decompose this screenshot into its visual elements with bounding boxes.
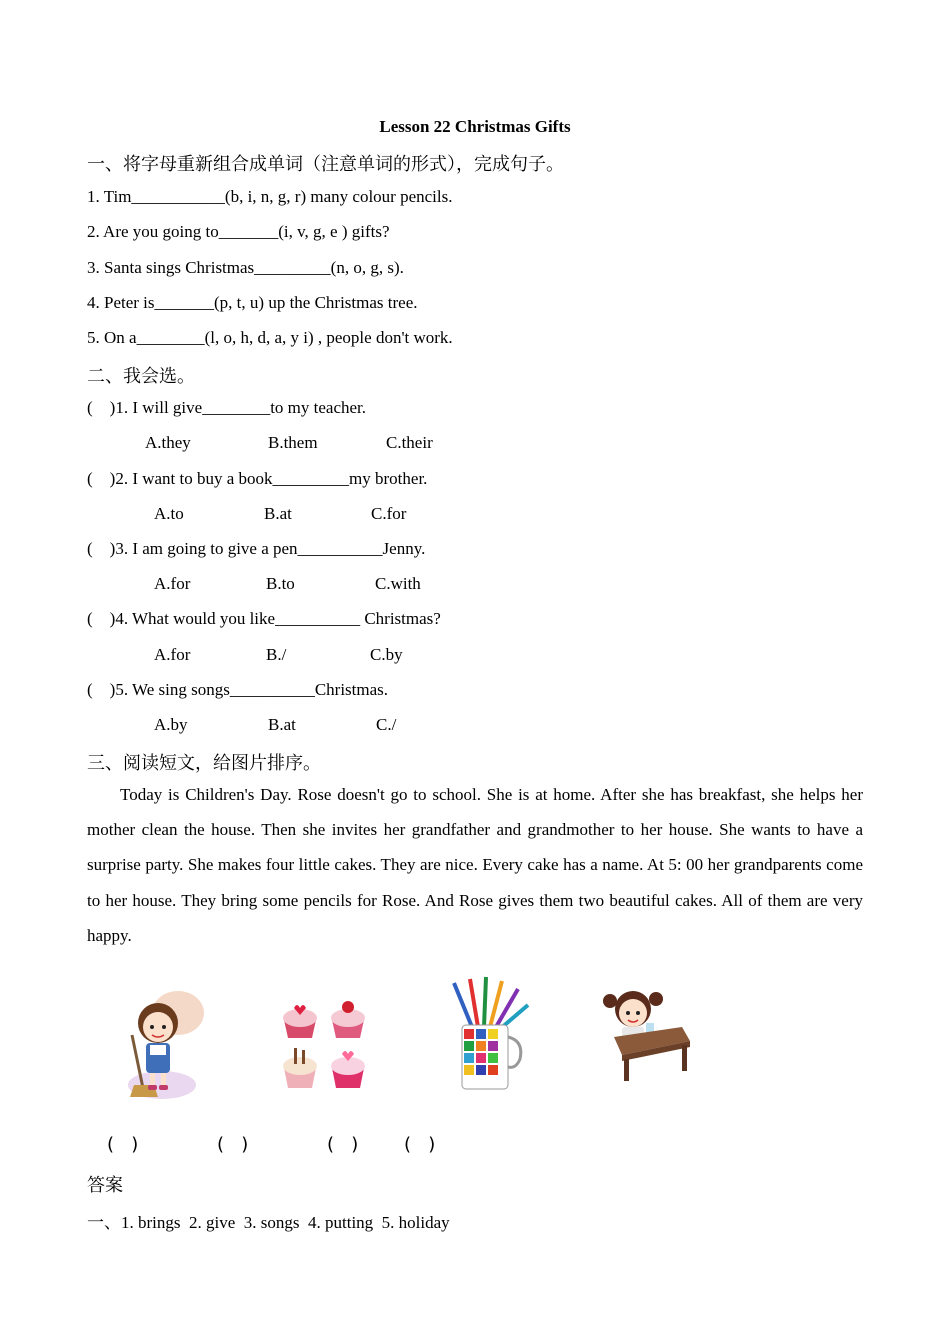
pencil-cup-picture (440, 975, 535, 1095)
question-1-option-b: B.them (268, 433, 318, 452)
question-4-option-b: B./ (266, 645, 287, 664)
section1-item-2: 2. Are you going to_______(i, v, g, e ) gifts? (87, 222, 390, 241)
girl-cleaning-picture (100, 985, 210, 1105)
section1-item-3: 3. Santa sings Christmas_________(n, o, g, s). (87, 258, 404, 277)
order-blank-3[interactable]: ( ) (327, 1134, 359, 1155)
question-1-option-c: C.their (386, 433, 433, 452)
question-4-option-a: A.for (154, 645, 191, 664)
answers-line-1: 一、1. brings 2. give 3. songs 4. putting 5. holiday (87, 1213, 450, 1232)
section1-item-5: 5. On a________(l, o, h, d, a, y i) , people don't work. (87, 328, 453, 347)
section1-item-1: 1. Tim___________(b, i, n, g, r) many colour pencils. (87, 187, 453, 206)
question-3-option-c: C.with (375, 574, 421, 593)
reading-passage: Today is Children's Day. Rose doesn't go to school. She is at home. After she has breakfast, she helps her mother clean the house. Then she invites her grandfather and grandmother to her house. She wants to have a surprise party. She makes four little cakes. They are nice. Every cake has a name. At 5: 00 her grandparents come to her house. They bring some pencils for Rose. And Rose gives them two beautiful cakes. All of them are very happy. (87, 785, 863, 945)
section2-heading: 二、我会选。 (87, 366, 195, 387)
order-blank-1[interactable]: ( ) (107, 1134, 139, 1155)
section1-heading: 一、将字母重新组合成单词（注意单词的形式），完成句子。 (87, 154, 564, 175)
order-blank-4[interactable]: ( ) (404, 1134, 436, 1155)
cupcakes-picture (280, 990, 370, 1095)
question-2-option-c: C.for (371, 504, 407, 523)
question-3-option-a: A.for (154, 574, 191, 593)
question-5-option-c: C./ (376, 715, 397, 734)
question-3-stem: ( )3. I am going to give a pen__________Jenny. (87, 539, 426, 558)
question-2-option-b: B.at (264, 504, 292, 523)
question-2-option-a: A.to (154, 504, 184, 523)
question-5-option-b: B.at (268, 715, 296, 734)
page-title: Lesson 22 Christmas Gifts (379, 117, 571, 136)
section3-heading: 三、阅读短文，给图片排序。 (87, 753, 321, 774)
question-5-stem: ( )5. We sing songs__________Christmas. (87, 680, 389, 699)
question-4-stem: ( )4. What would you like__________ Christmas? (87, 609, 441, 628)
question-2-stem: ( )2. I want to buy a book_________my brother. (87, 469, 428, 488)
question-4-option-c: C.by (370, 645, 403, 664)
question-3-option-b: B.to (266, 574, 295, 593)
order-blank-2[interactable]: ( ) (217, 1134, 249, 1155)
section1-item-4: 4. Peter is_______(p, t, u) up the Christmas tree. (87, 293, 418, 312)
question-5-option-a: A.by (154, 715, 188, 734)
girl-at-desk-picture (598, 985, 693, 1085)
question-1-stem: ( )1. I will give________to my teacher. (87, 398, 367, 417)
answers-heading: 答案 (87, 1175, 123, 1196)
question-1-option-a: A.they (145, 433, 191, 452)
